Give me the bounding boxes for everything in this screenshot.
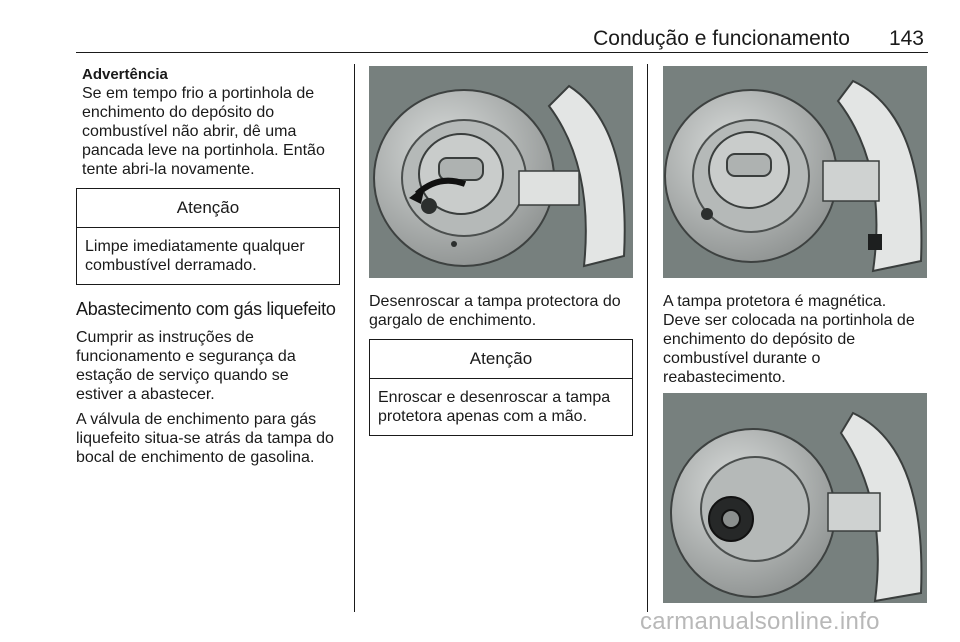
header-title: Condução e funcionamento — [593, 27, 850, 50]
warning-block — [76, 66, 340, 179]
column-1 — [76, 66, 340, 473]
notice-box-2 — [369, 339, 633, 436]
figure-caption-magnetic: A tampa protetora é magnética. Deve ser colocada na portinhola de enchimento do depósito de combustível durante o reabastecimento. — [663, 293, 915, 386]
figure-magnetic-cap — [663, 66, 927, 278]
column-3 — [663, 66, 927, 617]
figure-unscrew-cap — [369, 66, 633, 278]
warning-text: Se em tempo frio a portinhola de enchimento do depósito do combustível não abrir, dê uma pancada leve na portinhola. Então tente abri-la novamente. — [82, 85, 325, 178]
warning-title: Advertência — [82, 66, 168, 83]
column-divider-1 — [354, 64, 355, 612]
page-number: 143 — [888, 27, 924, 50]
notice-title: Atenção — [77, 189, 339, 228]
watermark: carmanualsonline.info — [640, 608, 880, 635]
column-2 — [369, 66, 633, 448]
figure-gas-valve — [663, 393, 927, 603]
paragraph-valve-location: A válvula de enchimento para gás liquefeito situa-se atrás da tampa do bocal de enchimento de gasolina. — [76, 411, 334, 466]
notice-box-1 — [76, 188, 340, 285]
paragraph-instructions: Cumprir as instruções de funcionamento e segurança da estação de serviço quando se estiver a abastecer. — [76, 329, 296, 403]
notice-text: Enroscar e desenroscar a tampa protetora apenas com a mão. — [378, 389, 611, 425]
section-heading: Abastecimento com gás liquefeito — [76, 299, 336, 319]
figure-caption-unscrew: Desenroscar a tampa protectora do gargalo de enchimento. — [369, 293, 621, 329]
notice-title: Atenção — [370, 340, 632, 379]
notice-text: Limpe imediatamente qualquer combustível derramado. — [85, 238, 305, 274]
column-divider-2 — [647, 64, 648, 612]
header-rule — [76, 52, 928, 53]
